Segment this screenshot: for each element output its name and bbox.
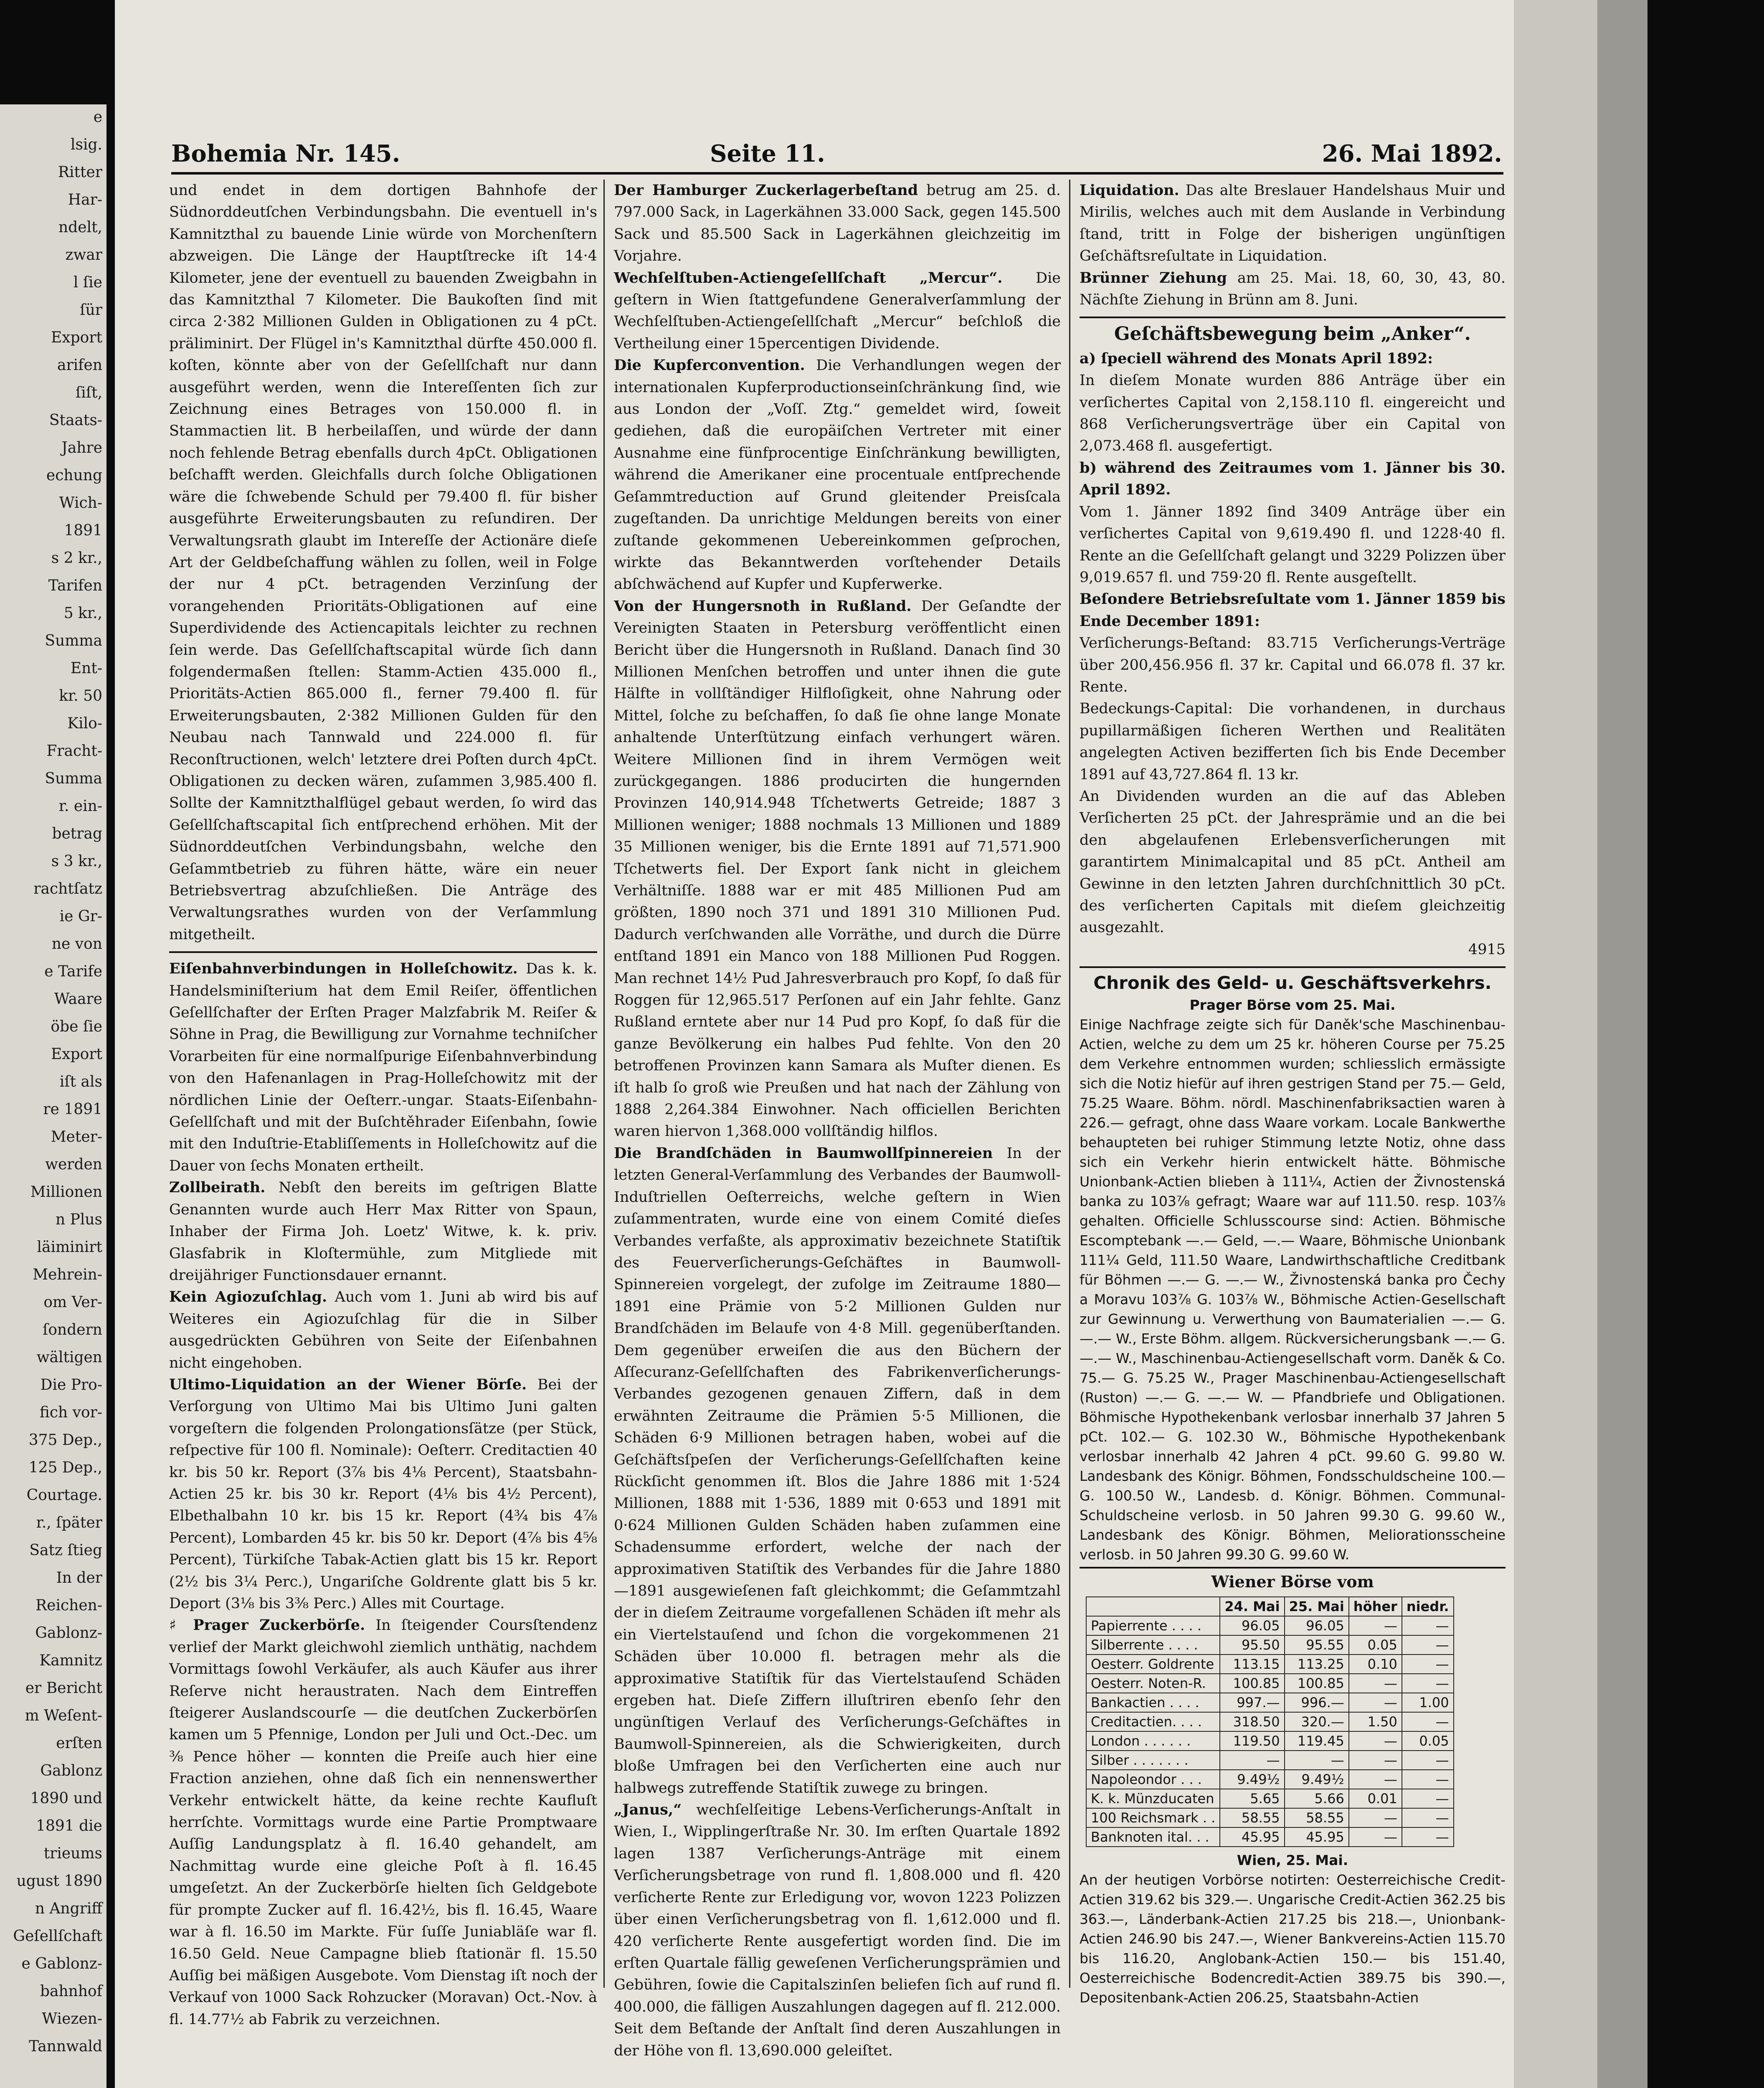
adjacent-page-text: Waare	[54, 991, 102, 1008]
table-cell: —	[1402, 1616, 1454, 1635]
anker-text: In dieſem Monate wurden 886 Anträge über ein verſichertes Capital von 2,158.110 fl. eingereicht und 868 Verſicherungsverträge über ein Capital von 2,073.468 fl. ausgefertigt.	[1080, 372, 1505, 455]
table-cell: —	[1349, 1751, 1402, 1770]
column-rule	[1069, 180, 1070, 1988]
article-text: In der letzten General-Verſammlung des Verbandes der Baumwoll-Induſtriellen Oeſterreichs, welche geſtern in Wien zuſammentraten, wurde eine von einem Comité dieſes Verbandes verfaßte, als approximativ bezeichnete Statiſtik des Feuerverſicherungs-Geſchäftes in Baumwoll-Spinnereien vorgelegt, der zufolge im Zeitraume 1880—1891 eine Prämie von 5·2 Millionen Gulden nur Brandſchäden im Belaufe von 4·8 Mill. gegenüberſtanden. Dem gegenüber erweiſen die aus den Büchern der Aſſecuranz-Geſellſchaften des Fabrikenverſicherungs-Verbandes gezogenen genauen Ziffern, daß in dem erwähnten Zeitraume die Prämien 5·5 Millionen, die Schäden 6·9 Millionen betragen haben, wobei auf die Geſchäftsſpeſen der Verſicherungs-Geſellſchaften keine Rückſicht genommen iſt. Blos die Jahre 1886 mit 1·524 Millionen, 1888 mit 1·536, 1889 mit 0·653 und 1891 mit 0·624 Millionen Gulden Schäden haben zuſammen eine Schadensumme erfordert, welche der nach der approximativen Statiſtik des Verbandes für die Jahre 1880—1891 ausgewieſenen faſt gleichkommt; die Geſammtzahl der in dieſem Zeitraume vorgefallenen Schäden iſt mehr als ein Viertelstauſend und ſchon die vorgekommenen 21 Schäden über 10.000 fl. betragen mehr als die approximative Statiſtik für das Viertelstauſend Schäden ergeben hat. Dieſe Ziffern illuſtriren ebenſo ſehr den ungünſtigen Verlauf des Verſicherungs-Geſchäftes in Baumwoll-Spinnereien, als die Schwierigkeiten, durch bloße Umfragen bei den Verſicherten eine auch nur halbwegs zutreffende Statiſtik zuwege zu bringen.	[614, 1145, 1061, 1797]
table-row	[1086, 1808, 1454, 1827]
page-edge	[1514, 0, 1597, 2088]
adjacent-page-text: ndelt,	[58, 219, 102, 236]
table-row	[1086, 1635, 1454, 1655]
adjacent-page-text: er Bericht	[25, 1680, 102, 1697]
adjacent-page-text: 1891 die	[36, 1817, 102, 1835]
adjacent-page-text: n Angriff	[35, 1900, 102, 1917]
adjacent-page-text: Jahre	[61, 439, 102, 456]
table-row	[1086, 1674, 1454, 1693]
table-cell: 58.55	[1285, 1808, 1349, 1827]
header-page-number: Seite 11.	[710, 140, 825, 167]
table-row	[1086, 1789, 1454, 1808]
adjacent-page-text: fich vor-	[39, 1404, 102, 1421]
table-row	[1086, 1616, 1454, 1635]
article-heading: ♯ Prager Zuckerbörſe.	[169, 1617, 365, 1634]
adjacent-page-text: ſür	[80, 302, 102, 319]
table-row-label: Papierrente . . . .	[1086, 1616, 1220, 1635]
adjacent-page-text: öbe ſie	[51, 1018, 102, 1035]
article-text: Die Verhandlungen wegen der internationalen Kupferproductionseinſchränkung ſind, wie aus London der „Voſſ. Ztg.“ gemeldet wird, ſoweit gediehen, daß die europäiſchen Vertreter mit einer Ausnahme eine fünfprocentige Einſchränkung bewilligten, während die Amerikaner eine procentuale entſprechende Geſammtreduction auf Grund gleitender Preisſcala zugeſtanden. Da unrichtige Meldungen bereits von einer zuſtande gekommenen Uebereinkommen geſprochen, wirkte das Bekanntwerden vorſtehender Details abſchwächend auf Kupfer und Kupferwerke.	[614, 357, 1061, 593]
article-text: Das alte Breslauer Handelshaus Muir und Mirilis, welches auch mit dem Auslande in Verbindung ſtand, tritt in Folge der bisherigen ungünſtigen Geſchäftsreſultate in Liquidation.	[1080, 182, 1505, 265]
adjacent-page-text: l ſie	[73, 274, 102, 291]
table-row	[1086, 1751, 1454, 1770]
header-rule	[171, 172, 1503, 175]
page-edge-shadow	[1597, 0, 1647, 2088]
adjacent-page-text: lsig.	[71, 136, 102, 153]
anker-text: Bedeckungs-Capital: Die vorhandenen, in durchaus pupillarmäßigen ſicheren Werthen und Realitäten angelegten Activen bezifferten ſich bis Ende December 1891 auf 43,727.864 fl. 13 kr.	[1080, 700, 1505, 783]
adjacent-page-text: e Tarife	[44, 963, 102, 980]
adjacent-page-text: läiminirt	[37, 1239, 102, 1256]
adjacent-page-text: e	[93, 109, 102, 126]
table-cell: 318.50	[1220, 1712, 1284, 1731]
table-header: niedr.	[1402, 1597, 1454, 1616]
table-cell: 95.50	[1220, 1635, 1284, 1655]
anker-text: Vom 1. Jänner 1892 ſind 3409 Anträge über ein verſichertes Capital von 9,619.490 fl. und 1228·40 fl. Rente an die Geſellſchaft gelangt und 3229 Polizzen über 9,019.657 fl. und 759·20 fl. Rente ausgeſtellt.	[1080, 503, 1505, 586]
table-cell: —	[1349, 1693, 1402, 1712]
table-cell: —	[1349, 1808, 1402, 1827]
table-row-label: Oesterr. Goldrente	[1086, 1655, 1220, 1674]
table-cell: 45.95	[1220, 1827, 1284, 1847]
adjacent-page-text: Millionen	[30, 1183, 102, 1201]
table-cell: —	[1402, 1674, 1454, 1693]
article-heading: Die Kupferconvention.	[614, 357, 805, 374]
table-cell: 9.49½	[1220, 1770, 1284, 1789]
article-heading: Brünner Ziehung	[1080, 269, 1227, 286]
table-cell: 113.15	[1220, 1655, 1284, 1674]
column-2	[614, 180, 1061, 2062]
table-row	[1086, 1731, 1454, 1751]
separator	[1080, 966, 1505, 968]
adjacent-page-text: r. ein-	[58, 798, 102, 815]
prager-boerse-title: Prager Börse vom 25. Mai.	[1189, 997, 1396, 1014]
table-cell: 0.01	[1349, 1789, 1402, 1808]
adjacent-page-text: Summa	[45, 770, 102, 787]
article-text: In ſteigender Coursſtendenz verlief der Markt gleichwohl ziemlich unthätig, nachdem Vormittags ſowohl Verkäufer, als auch Käufer aus ihrer Reſerve nicht heraustraten. Nach dem Eintreffen ſteigerer Auslandscourſe — die deutſchen Zuckerbörſen kamen um 5 Pfennige, London per Juli und Oct.-Dec. um ⅜ Pence höher — konnten die Preiſe auch hier eine Fraction anziehen, ohne daß ſich ein nennenswerther Verkehr entwickelt hätte, da keine rechte Kaufluſt herrſchte. Vormittags wurde eine Partie Promptwaare Auſſig Landungsplatz à fl. 16.40 gehandelt, am Nachmittag wurde eine gleiche Poſt à fl. 16.45 umgeſetzt. An der Zuckerbörſe hielten ſich Geldgebote für prompte Zucker auf fl. 16.42½, bis fl. 16.45, Waare war à fl. 16.50 im Markte. Für ſuſſe Juniabläſe war fl. 16.50 Geld. Neue Campagne blieb ſtationär fl. 15.50 Auſſig bei mäßigen Ausgebote. Vom Dienstag iſt noch der Verkauf von 1000 Sack Rohzucker (Moravan) Oct.-Nov. à fl. 14.77½ ab Fabrik zu verzeichnen.	[169, 1617, 597, 2028]
adjacent-page-text: 375 Dep.,	[28, 1432, 102, 1449]
adjacent-page-text: trieums	[43, 1845, 102, 1862]
adjacent-page-text: ne von	[51, 935, 102, 953]
adjacent-page-text: In der	[56, 1569, 102, 1586]
adjacent-page-text: rachtſatz	[33, 880, 102, 897]
adjacent-page-text: ſiſt,	[75, 384, 102, 401]
table-row-label: Silberrente . . . .	[1086, 1635, 1220, 1655]
article-heading: Liquidation.	[1080, 182, 1179, 199]
adjacent-page-text: Satz ſtieg	[29, 1542, 102, 1559]
adjacent-page-text: r., ſpäter	[36, 1514, 102, 1531]
table-cell: —	[1402, 1712, 1454, 1731]
adjacent-page-text: Ent-	[70, 660, 102, 677]
table-row-label: Silber . . . . . . .	[1086, 1751, 1220, 1770]
adjacent-page-text: Tarifen	[48, 577, 102, 594]
table-cell: 100.85	[1285, 1674, 1349, 1693]
adjacent-page-text: kr. 50	[59, 687, 102, 704]
adjacent-page-text: ugust 1890	[16, 1873, 102, 1890]
table-cell: 997.—	[1220, 1693, 1284, 1712]
article-text: Das k. k. Handelsminiſterium hat dem Emil Reiſer, öffentlichen Geſellſchafter der Erſten Prager Malzfabrik M. Reiſer & Söhne in Prag, die Bewilligung zur Vornahme techniſcher Vorarbeiten für eine normalſpurige Eiſenbahnverbindung von den Hafenanlagen in Prag-Holleſchowitz mit der nördlichen Linie der Oeſterr.-ungar. Staats-Eiſenbahn-Geſellſchaft und mit der Buſchtěhrader Eiſenbahn, ſowie mit den Induſtrie-Etabliſſements in Holleſchowitz auf die Dauer von ſechs Monaten ertheilt.	[169, 960, 597, 1174]
article-heading: Kein Agiozuſchlag.	[169, 1288, 327, 1306]
column-rule	[603, 180, 605, 1988]
article-heading: Die Brandſchäden in Baumwollſpinnereien	[614, 1144, 993, 1162]
adjacent-page-text: om Ver-	[43, 1294, 102, 1311]
wien-text: An der heutigen Vorbörse notirten: Oesterreichische Credit-Actien 319.62 bis 329.—. Ungarische Credit-Actien 362.25 bis 363.—, Länderbank-Actien 217.25 bis 218.—, Unionbank-Actien 246.90 bis 247.—, Wiener Bankvereins-Actien 115.70 bis 116.20, Anglobank-Actien 150.— bis 151.40, Oesterreichische Bodencredit-Actien 389.75 bis 390.—, Depositenbank-Actien 206.25, Staatsbahn-Actien	[1080, 1871, 1505, 2006]
adjacent-page-strip	[0, 104, 106, 2088]
separator	[1080, 317, 1505, 318]
adjacent-page-text: s 3 kr.,	[51, 853, 102, 870]
article-text: Bei der Verſorgung von Ultimo Mai bis Ultimo Juni galten vorgeſtern die folgenden Prolongationsſätze (per Stück, reſpective für 100 fl. Nominale): Oeſterr. Creditactien 40 kr. bis 50 kr. Report (3⅞ bis 4⅛ Percent), Staatsbahn-Actien 25 kr. bis 30 kr. Report (4⅛ bis 4½ Percent), Elbethalbahn 10 kr. bis 15 kr. Report (4¾ bis 4⅞ Percent), Lombarden 45 kr. bis 50 kr. Deport (4⅞ bis 4⅝ Percent), Türkiſche Tabak-Actien glatt bis 15 kr. Report (2½ bis 3¼ Perc.), Ungariſche Goldrente glatt bis 5 kr. Deport (3⅛ bis 3⅜ Perc.) Alles mit Courtage.	[169, 1376, 597, 1612]
table-header: höher	[1349, 1597, 1402, 1616]
table-cell: —	[1349, 1770, 1402, 1789]
table-row	[1086, 1712, 1454, 1731]
prager-boerse-text: Einige Nachfrage zeigte sich für Daněk'sche Maschinenbau-Actien, welche zu dem um 25 kr. höheren Course per 75.25 dem Verkehre entnommen wurden; schliesslich ermässigte sich die Notiz hiefür auf ihren gestrigen Stand per 75.— Geld, 75.25 Waare. Böhm. nördl. Maschinenfabriksactien waren à 226.— gefragt, ohne dass Waare vorkam. Locale Bankwerthe behaupteten bei ruhiger Stimmung letzte Notiz, ohne dass sich ein Verkehr hierin entwickelt hätte. Böhmische Unionbank-Actien blieben à 111¼, Actien der Živnostenská banka zu 103⅞ gefragt; Waare war auf 111.50. resp. 103⅞ gehalten. Officielle Schlusscourse sind: Actien. Böhmische Escomptebank —.— Geld, —.— Waare, Böhmische Unionbank 111¼ Geld, 111.50 Waare, Landwirthschaftliche Creditbank für Böhmen —.— G. —.— W., Živnostenská banka pro Čechy a Moravu 103⅞ G. 103⅞ W., Böhmische Actien-Gesellschaft zur Gewinnung u. Verwerthung von Baumaterialien —.— G. —.— W., Erste Böhm. allgem. Rückversicherungsbank —.— G. —.— W., Maschinenbau-Actiengesellschaft vorm. Daněk & Co. 75.— G. 75.25 W., Prager Maschinenbau-Actiengesellschaft (Ruston) —.— G. —.— W. — Pfandbriefe und Obligationen. Böhmische Hypothekenbank verlosbar innerhalb 37 Jahren 5 pCt. 102.— G. 102.30 W., Böhmische Hypothekenbank verlosbar innerhalb 42 Jahren 4 pCt. 99.60 G. 99.80 W. Landesbank des Königr. Böhmen, Fondsschuldscheine 100.— G. 100.50 W., Landesb. d. Königr. Böhmen. Communal-Schuldscheine verlosb. in 50 Jahren 99.30 G. 99.60 W., Landesbank des Königr. Böhmen, Meliorationsscheine verlosb. in 50 Jahren 99.30 G. 99.60 W.	[1080, 1016, 1505, 1563]
adjacent-page-text: 1890 und	[30, 1790, 102, 1807]
chronik-title: Chronik des Geld- u. Geschäftsverkehrs.	[1093, 973, 1492, 993]
adjacent-page-text: s 2 kr.,	[51, 550, 102, 567]
adjacent-page-text: zwar	[65, 246, 102, 264]
table-cell: 1.00	[1402, 1693, 1454, 1712]
adjacent-page-text: Kamnitz	[39, 1652, 102, 1669]
table-header	[1086, 1597, 1220, 1616]
adjacent-page-text: 5 kr.,	[63, 605, 102, 622]
adjacent-page-text: Geſellſchaft	[13, 1928, 102, 1945]
table-row-label: K. k. Münzducaten	[1086, 1789, 1220, 1808]
table-cell: 0.10	[1349, 1655, 1402, 1674]
table-cell: —	[1349, 1674, 1402, 1693]
adjacent-page-text: 125 Dep.,	[28, 1459, 102, 1476]
separator	[1080, 1567, 1505, 1569]
table-row-label: Banknoten ital. . .	[1086, 1827, 1220, 1847]
article-heading: Eiſenbahnverbindungen in Holleſchowitz.	[169, 960, 518, 978]
table-cell: 9.49½	[1285, 1770, 1349, 1789]
article-text: Nebſt den bereits im geſtrigen Blatte Genannten wurde auch Herr Max Ritter von Spaun, Inhaber der Firma Joh. Loetz' Witwe, k. k. priv. Glasfabrik in Kloſtermühle, zum Mitgliede mit dreijähriger Functionsdauer ernannt.	[169, 1179, 597, 1284]
table-cell: 5.66	[1285, 1789, 1349, 1808]
ad-code: 4915	[1468, 941, 1505, 958]
adjacent-page-text: erſten	[56, 1735, 102, 1752]
adjacent-page-text: e Gablonz-	[21, 1955, 102, 1972]
table-cell: 119.45	[1285, 1731, 1349, 1751]
anker-text: Verſicherungs-Beſtand: 83.715 Verſicherungs-Verträge über 200,456.956 fl. 37 kr. Capital und 66.078 fl. 37 kr. Rente.	[1080, 635, 1505, 695]
adjacent-page-text: Staats-	[49, 412, 102, 429]
adjacent-page-text: n Plus	[55, 1211, 102, 1228]
column-1	[169, 180, 597, 2030]
table-cell: 320.—	[1285, 1712, 1349, 1731]
adjacent-page-text: Mehrein-	[33, 1266, 102, 1283]
table-cell: —	[1285, 1751, 1349, 1770]
table-cell: 0.05	[1402, 1731, 1454, 1751]
header-publication: Bohemia Nr. 145.	[171, 140, 400, 167]
article-text: am 25. Mai. 18, 60, 30, 43, 80. Nächſte Ziehung in Brünn am 8. Juni.	[1080, 269, 1505, 309]
article-heading: Von der Hungersnoth in Rußland.	[614, 597, 912, 615]
adjacent-page-text: Fracht-	[46, 742, 102, 760]
table-header: 25. Mai	[1285, 1597, 1349, 1616]
adjacent-page-text: echung	[46, 467, 102, 484]
article-text: Der Geſandte der Vereinigten Staaten in Petersburg veröffentlicht einen Bericht über die Hungersnoth in Rußland. Danach ſind 30 Millionen Menſchen betroffen und unter ihnen die gute Hälfte in vollſtändiger Hilfloſigkeit, ohne Nahrung oder Mittel, ſolche zu beſchaffen, ſo daß ſie ohne lange Monate anhaltende Unterſtützung einfach verhungert wären. Weitere Millionen ſind in ihrem Vermögen weit zurückgegangen. 1886 producirten die hungernden Provinzen 140,914.948 Tſchetwerts Getreide; 1887 3 Millionen weniger; 1888 nochmals 13 Millionen und 1889 35 Millionen weniger, bis die Ernte 1891 auf 71,571.900 Tſchetwerts fiel. Der Export ſank nicht in gleichem Verhältniſſe. 1888 war er mit 485 Millionen Pud am größten, 1890 noch 371 und 1891 310 Millionen Pud. Dadurch verſchwanden alle Vorräthe, und durch die Dürre entſtand 1891 ein Manco von 188 Millionen Pud Roggen. Man rechnet 14½ Pud Jahresverbrauch pro Kopf, ſo daß für Roggen für 12,965.517 Perſonen auf ein Jahr fehlte. Ganz Rußland erntete aber nur 14 Pud pro Kopf, ſo daß für die ganze Bevölkerung ein halbes Pud fehlte. Von den 20 betroffenen Provinzen kann Samara als Muſter dienen. Es iſt halb ſo groß wie Preußen und hat nach der Zählung von 1888 2,264.384 Einwohner. Nach officiellen Berichten waren hiervon 1,368.000 vollſtändig hilflos.	[614, 598, 1061, 1140]
header-date: 26. Mai 1892.	[1322, 140, 1502, 167]
adjacent-page-text: ie Gr-	[59, 908, 102, 925]
anker-title: Geſchäftsbewegung beim „Anker“.	[1114, 323, 1471, 345]
table-cell: —	[1349, 1616, 1402, 1635]
table-row	[1086, 1693, 1454, 1712]
table-cell: —	[1402, 1827, 1454, 1847]
table-cell: —	[1402, 1655, 1454, 1674]
anker-subheading: b) während des Zeitraumes vom 1. Jänner bis 30. April 1892.	[1080, 459, 1505, 499]
adjacent-page-text: Wich-	[59, 494, 102, 512]
table-row-label: Creditactien. . . .	[1086, 1712, 1220, 1731]
table-row-label: Oesterr. Noten-R.	[1086, 1674, 1220, 1693]
adjacent-page-text: werden	[45, 1156, 102, 1173]
adjacent-page-text: iſt als	[59, 1073, 102, 1090]
table-cell: 996.—	[1285, 1693, 1349, 1712]
adjacent-page-text: Export	[51, 329, 102, 346]
adjacent-page-text: Tannwald	[29, 2038, 102, 2055]
table-cell: —	[1220, 1751, 1284, 1770]
article-text: Die geſtern in Wien ſtattgefundene Generalverſammlung der Wechſelſtuben-Actiengeſellſchaft „Mercur“ beſchloß die Vertheilung einer 15percentigen Dividende.	[614, 269, 1061, 352]
table-row-label: Bankactien . . . .	[1086, 1693, 1220, 1712]
anker-subheading: Beſondere Betriebsreſultate vom 1. Jänner 1859 bis Ende December 1891:	[1080, 590, 1505, 630]
adjacent-page-text: ſondern	[43, 1321, 102, 1338]
table-cell: 96.05	[1285, 1616, 1349, 1635]
wiener-boerse-title: Wiener Börse vom	[1211, 1572, 1374, 1591]
adjacent-page-text: Courtage.	[26, 1487, 102, 1504]
article-heading: Wechſelſtuben-Actiengeſellſchaft „Mercur“.	[614, 269, 1003, 286]
table-cell: 113.25	[1285, 1655, 1349, 1674]
adjacent-page-text: Gablonz	[40, 1762, 102, 1779]
table-row-label: 100 Reichsmark . .	[1086, 1808, 1220, 1827]
article-text: und endet in dem dortigen Bahnhofe der Südnorddeutſchen Verbindungsbahn. Die eventuell in's Kamnitzthal zu bauende Linie würde von Morchenſtern abzweigen. Die Länge der Hauptſtrecke iſt 14·4 Kilometer, jene der eventuell zu bauenden Zweigbahn in das Kamnitzthal 7 Kilometer. Die Baukoſten ſind mit circa 2·382 Millionen Gulden in Obligationen zu 4 pCt. präliminirt. Der Flügel in's Kamnitzthal dürfte 450.000 fl. koſten, könnte aber von der Geſellſchaft nur dann ausgeführt werden, wenn die Intereſſenten ſich zur Zeichnung eines Betrages von 150.000 fl. in Stammactien lit. B herbeilaſſen, und würde der dann noch fehlende Betrag ebenfalls durch 4pCt. Obligationen beſchafft werden. Gleichfalls durch ſolche Obligationen wäre die ſchwebende Schuld per 79.400 fl. für bisher ausgeführte Erweiterungsbauten zu reſundiren. Der Verwaltungsrath glaubt im Intereſſe der Actionäre dieſe Art der Geldbeſchaffung wählen zu ſollen, weil in Folge der nur 4 pCt. betragenden Verzinſung der vorangehenden Prioritäts-Obligationen auf eine Superdividende des Actiencapitals leichter zu rechnen ſein werde. Das Geſellſchaftscapital würde ſich dann folgendermaßen ſtellen: Stamm-Actien 435.000 fl., Prioritäts-Actien 865.000 fl., ferner 79.400 fl. für Erweiterungsbauten, 2·382 Millionen Gulden für den Neubau nach Tannwald und 224.000 fl. für Reconſtructionen, welch' letztere drei Poſten durch 4pCt. Obligationen zu decken wären, zuſammen 3,985.400 fl. Sollte der Kamnitzthalflügel gebaut werden, ſo wird das Geſellſchaftscapital ſich entſprechend erhöhen. Mit der Südnorddeutſchen Verbindungsbahn, welche den Geſammtbetrieb zu führen hätte, wäre ein neuer Betriebsvertrag abzuſchließen. Die Anträge des Verwaltungsrathes wurden von der Verſammlung mitgetheilt.	[169, 182, 597, 943]
adjacent-page-text: Gablonz-	[35, 1624, 102, 1642]
article-heading: Zollbeirath.	[169, 1179, 266, 1196]
separator	[169, 951, 597, 953]
newspaper-page	[115, 0, 1514, 2088]
table-row	[1086, 1655, 1454, 1674]
article-heading: Der Hamburger Zuckerlagerbeſtand	[614, 182, 918, 199]
wien-title: Wien, 25. Mai.	[1237, 1852, 1348, 1868]
table-cell: 119.50	[1220, 1731, 1284, 1751]
adjacent-page-text: bahnhof	[40, 1983, 102, 2000]
article-heading: Ultimo-Liquidation an der Wiener Börſe.	[169, 1376, 527, 1393]
table-cell: —	[1402, 1635, 1454, 1655]
table-cell: 58.55	[1220, 1808, 1284, 1827]
column-3	[1080, 180, 1505, 2007]
article-text: wechſelſeitige Lebens-Verſicherungs-Anſtalt in Wien, I., Wipplingerſtraße Nr. 30. Im erſten Quartale 1892 lagen 1387 Verſicherungs-Anträge mit einem Verſicherungsbetrage von rund fl. 1,808.000 und fl. 420 verſicherte Rente zur Erledigung vor, wovon 1223 Polizzen über einen Verſicherungsbetrag von fl. 1,612.000 und fl. 420 verſicherte Rente ausgefertigt worden ſind. Die im erſten Quartale fällig geweſenen Verſicherungsprämien und Gebühren, ſowie die Capitalszinſen beliefen ſich auf rund fl. 400.000, die fälligen Auszahlungen dagegen auf fl. 212.000. Seit dem Beſtande der Anſtalt ſind deren Auszahlungen in der Höhe von fl. 13,690.000 geleiſtet.	[614, 1802, 1061, 2059]
table-row-label: London . . . . . .	[1086, 1731, 1220, 1751]
adjacent-page-text: Reichen-	[35, 1597, 102, 1614]
adjacent-page-text: betrag	[52, 825, 102, 842]
article-heading: „Janus,“	[614, 1801, 682, 1819]
adjacent-page-text: m Weſent-	[25, 1707, 102, 1724]
adjacent-page-text: Kilo-	[67, 715, 102, 732]
table-row	[1086, 1770, 1454, 1789]
table-cell: 5.65	[1220, 1789, 1284, 1808]
adjacent-page-text: arifen	[57, 357, 102, 374]
table-cell: 0.05	[1349, 1635, 1402, 1655]
table-cell: —	[1402, 1808, 1454, 1827]
table-cell: —	[1402, 1789, 1454, 1808]
table-row-label: Napoleondor . . .	[1086, 1770, 1220, 1789]
adjacent-page-text: Wiezen-	[42, 2010, 102, 2027]
table-cell: 95.55	[1285, 1635, 1349, 1655]
table-cell: —	[1349, 1731, 1402, 1751]
adjacent-page-text: 1891	[64, 522, 102, 539]
adjacent-page-text: Summa	[45, 632, 102, 649]
adjacent-page-text: Ritter	[58, 164, 102, 181]
adjacent-page-text: wältigen	[36, 1349, 102, 1366]
anker-text: An Dividenden wurden an die auf das Ableben Verſicherten 25 pCt. der Jahresprämie und an die bei den abgelaufenen Erlebensverſicherungen mit garantirtem Minimalcapital und 85 pCt. Antheil am Gewinne in den letzten Jahren durchſchnittlich 30 pCt. des verſicherten Capitals mit dieſem gleichzeitig ausgezahlt.	[1080, 788, 1505, 936]
table-header: 24. Mai	[1220, 1597, 1284, 1616]
adjacent-page-text: Meter-	[51, 1128, 102, 1145]
adjacent-page-text: Die Pro-	[40, 1376, 102, 1394]
table-row	[1086, 1827, 1454, 1847]
wiener-boerse-table	[1086, 1596, 1454, 1847]
table-cell: —	[1402, 1770, 1454, 1789]
article-text: Auch vom 1. Juni ab wird bis auf Weiteres ein Agiozuſchlag für die in Silber ausgedrückten Gebühren von Seite der Eiſenbahnen nicht eingehoben.	[169, 1289, 597, 1371]
table-cell: —	[1349, 1827, 1402, 1847]
table-cell: 96.05	[1220, 1616, 1284, 1635]
table-cell: 45.95	[1285, 1827, 1349, 1847]
adjacent-page-text: re 1891	[43, 1101, 102, 1118]
table-cell: —	[1402, 1751, 1454, 1770]
table-cell: 100.85	[1220, 1674, 1284, 1693]
table-cell: 1.50	[1349, 1712, 1402, 1731]
adjacent-page-text: Export	[51, 1046, 102, 1063]
adjacent-page-text: Har-	[68, 191, 102, 208]
article-text: betrug am 25. d. 797.000 Sack, in Lagerkähnen 33.000 Sack, gegen 145.500 Sack und 85.500 Sack in Lagerkähnen gleichzeitig im Vorjahre.	[614, 182, 1061, 265]
anker-subheading: a) ſpeciell während des Monats April 1892:	[1080, 350, 1433, 367]
